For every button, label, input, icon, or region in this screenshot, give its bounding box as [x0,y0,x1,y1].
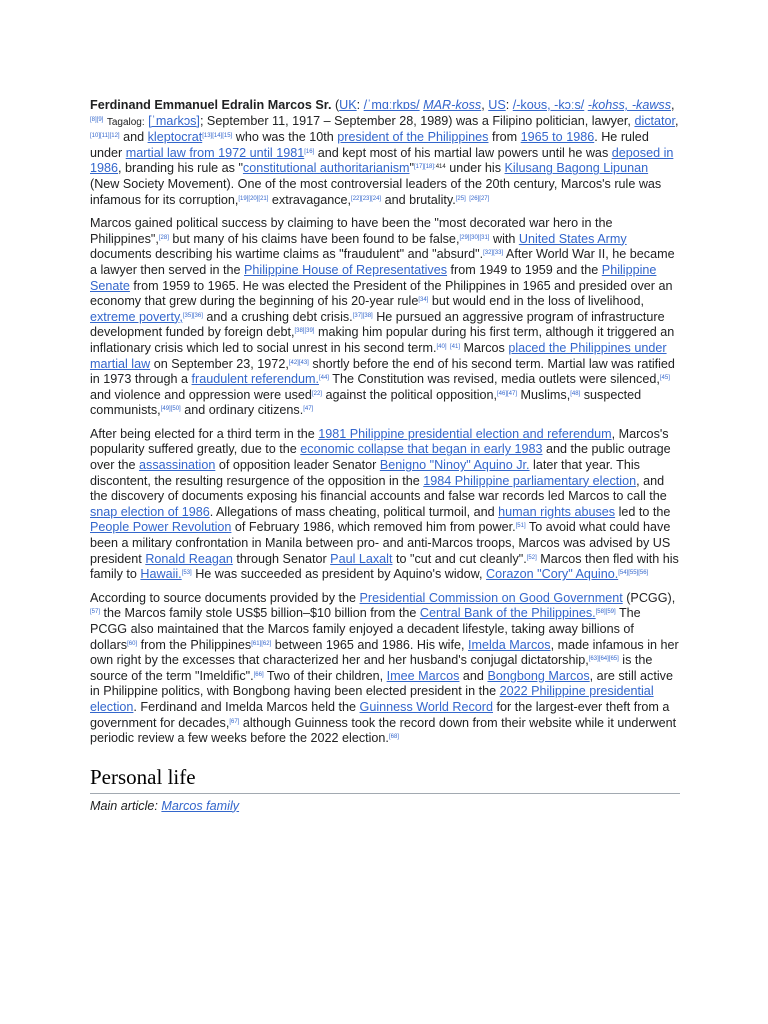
economic-collapse-link[interactable]: economic collapse that began in early 1983 [300,442,543,457]
tagalog-label: Tagalog: [106,116,145,128]
ronald-reagan-link[interactable]: Ronald Reagan [145,551,233,566]
cory-aquino-link[interactable]: Corazon "Cory" Aquino. [486,567,619,582]
reference-link[interactable]: [22][23][24] [351,195,382,202]
subject-name: Ferdinand Emmanuel Edralin Marcos Sr. [90,98,332,112]
guinness-world-record-link[interactable]: Guinness World Record [359,699,494,714]
reference-link[interactable]: [8][9] [90,116,104,123]
uk-pronunciation-link[interactable]: UK [339,98,357,112]
bongbong-marcos-link[interactable]: Bongbong Marcos [487,668,590,683]
reference-link[interactable]: [13][14][15] [202,133,233,140]
downfall-paragraph: After being elected for a third term in the 1981 Philippine presidential election and referendum, Marcos's popularity suffered greatly, due to the economic collapse that began in early 1983 and the public outrage over the assassination of opposition leader Senator Benigno "Ninoy" Aquino Jr. later that year. This discontent, the resulting resurgence of the opposition in the 1984 Philippine parliamentary election, and the discovery of documents exposing his financial accounts and false war records led Marcos to call the snap election of 1986. Allegations of mass cheating, political turmoil, and human rights abuses led to the People Power Revolution of February 1986, which removed him from power.[51] To avoid what could have been a military confrontation in Manila between pro- and anti-Marcos troops, Marcos was advised by US president Ronald Reagan through Senator Paul Laxalt to "cut and cut cleanly".[52] Marcos then fled with his family to Hawaii.[53] He was succeeded as president by Aquino's widow, Corazon "Cory" Aquino.[54][55][56] [90,426,679,582]
dictator-link[interactable]: dictator [634,113,676,128]
reference-link[interactable]: [34] [418,297,429,304]
human-rights-abuses-link[interactable]: human rights abuses [498,504,616,519]
term-link[interactable]: 1965 to 1986 [520,130,595,145]
hawaii-link[interactable]: Hawaii. [140,567,182,582]
reference-link[interactable]: [68] [388,734,399,741]
reference-link[interactable]: [60] [127,640,138,647]
reference-link[interactable]: [63][64][65] [588,656,619,663]
kilusang-bagong-lipunan-link[interactable]: Kilusang Bagong Lipunan [504,161,649,176]
us-respelling-link[interactable]: -kohss, -kawss [587,98,672,112]
reference-link[interactable]: [40] [436,343,447,350]
pcgg-link[interactable]: Presidential Commission on Good Government [359,590,623,605]
reference-link[interactable]: [67] [229,718,240,725]
us-army-link[interactable]: United States Army [518,231,627,246]
hatnote-label: Main article: [90,798,158,813]
marcos-family-link[interactable]: Marcos family [161,798,240,813]
reference-link[interactable]: [29][30][31] [459,234,490,241]
reference-link[interactable]: [51] [515,523,526,530]
president-of-philippines-link[interactable]: president of the Philippines [337,130,489,145]
section-heading: Personal life [90,763,680,794]
reference-link[interactable]: [54][55][56] [618,570,649,577]
wealth-paragraph: According to source documents provided by the Presidential Commission on Good Government (PCGG),[57] the Marcos family stole US$5 billion–$10 billion from the Central Bank of the Philippines.[58][59] The PCGG also maintained that the Marcos family enjoyed a decadent lifestyle, taking away billions of dollars[60] from the Philippines[61][62] between 1965 and 1986. His wife, Imelda Marcos, made infamous in her own right by the excesses that characterized her and her husband's conjugal dictatorship,[63][64][65] is the source of the term "Imeldific".[66] Two of their children, Imee Marcos and Bongbong Marcos, are still active in Philippine politics, with Bongbong having been elected president in the 2022 Philippine presidential election. Ferdinand and Imelda Marcos held the Guinness World Record for the largest-ever theft from a government for decades,[67] although Guinness took the record down from their website while it underwent periodic review a few weeks before the 2022 election.[68] [90,590,679,746]
reference-link[interactable]: [37][38] [352,312,373,319]
martial-law-link[interactable]: martial law from 1972 until 1981 [125,145,305,160]
reference-link[interactable]: [41] [450,343,461,350]
reference-link[interactable]: [38][39] [294,328,315,335]
reference-link[interactable]: [49][50] [160,406,181,413]
reference-link[interactable]: [57] [90,609,101,616]
us-ipa-link[interactable]: /-koʊs, -kɔːs/ [512,98,585,112]
reference-link[interactable]: [32][33] [483,250,504,257]
imee-marcos-link[interactable]: Imee Marcos [386,668,460,683]
imelda-marcos-link[interactable]: Imelda Marcos [468,637,551,652]
tagalog-ipa-link[interactable]: [ˈmaɾkɔs] [148,113,200,128]
martial-law-declaration-link[interactable]: placed the Philippines under martial law [90,340,667,371]
election-1984-link[interactable]: 1984 Philippine parliamentary election [423,473,637,488]
paul-laxalt-link[interactable]: Paul Laxalt [330,551,393,566]
election-2022-link[interactable]: 2022 Philippine presidential election [90,684,654,714]
house-of-representatives-link[interactable]: Philippine House of Representatives [244,262,448,277]
reference-link[interactable]: [35][36] [182,312,203,319]
reference-link[interactable]: [26][27] [469,195,490,202]
people-power-revolution-link[interactable]: People Power Revolution [90,520,232,535]
snap-election-link[interactable]: snap election of 1986 [90,504,210,519]
intro-paragraph: Ferdinand Emmanuel Edralin Marcos Sr. (UK: /ˈmɑːrkɒs/ MAR-koss, US: /-koʊs, -kɔːs/ -kohss, -kawss,[8][9] Tagalog: [ˈmaɾkɔs]; September 11, 1917 – September 28, 1989) was a Filipino politician, lawyer, dictator,[10][11][12] and kleptocrat[13][14][15] who was the 10th president of the Philippines from 1965 to 1986. He ruled under martial law from 1972 until 1981[16] and kept most of his martial law powers until he was deposed in 1986, branding his rule as "constitutional authoritarianism"$^{[17][18]:414}$ under his Kilusang Bagong Lipunan (New Society Movement). One of the most controversial leaders of the 20th century, Marcos's rule was infamous for its corruption,[19][20][21] extravagance,[22][23][24] and brutality.[25] [26][27] [90,98,679,207]
extreme-poverty-link[interactable]: extreme poverty, [90,309,183,324]
reference-link[interactable]: [47] [303,406,314,413]
reference-link[interactable]: [45] [659,375,670,382]
reference-link[interactable]: [19][20][21] [238,195,269,202]
reference-link[interactable]: [52] [526,554,537,561]
reference-link[interactable]: [61][62] [251,640,272,647]
reference-link[interactable]: [66] [253,671,264,678]
reference-link[interactable]: [42][43] [288,359,309,366]
assassination-link[interactable]: assassination [139,458,216,473]
fraudulent-referendum-link[interactable]: fraudulent referendum. [191,372,319,387]
reference-link[interactable]: [44] [318,375,329,382]
reference-link[interactable]: [10][11][12] [90,133,120,140]
hatnote [90,799,680,815]
uk-respelling-link[interactable]: MAR-koss [423,98,482,112]
deposed-link[interactable]: deposed in 1986 [90,145,674,176]
reference-link[interactable]: [25] [455,195,466,202]
uk-ipa-link[interactable]: /ˈmɑːrkɒs/ [363,98,420,112]
career-paragraph: Marcos gained political success by claiming to have been the "most decorated war hero in the Philippines",[28] but many of his claims have been found to be false,[29][30][31] with United States Army documents describing his wartime claims as "fraudulent" and "absurd".[32][33] After World War II, he became a lawyer then served in the Philippine House of Representatives from 1949 to 1959 and the Philippine Senate from 1959 to 1965. He was elected the President of the Philippines in 1965 and presided over an economy that grew during the beginning of his 20-year rule[34] but would end in the loss of livelihood, extreme poverty,[35][36] and a crushing debt crisis.[37][38] He pursued an aggressive program of infrastructure development funded by foreign debt,[38][39] making him popular during his first term, although it triggered an inflationary crisis which led to social unrest in his second term.[40] [41] Marcos placed the Philippines under martial law on September 23, 1972,[42][43] shortly before the end of his second term. Martial law was ratified in 1973 through a fraudulent referendum.[44] The Constitution was revised, media outlets were silenced,[45] and violence and oppression were used[22] against the political opposition,[46][47] Muslims,[48] suspected communists,[49][50] and ordinary citizens.[47] [90,216,675,418]
reference-link[interactable]: [53] [181,570,192,577]
ninoy-aquino-link[interactable]: Benigno "Ninoy" Aquino Jr. [379,458,530,473]
election-1981-link[interactable]: 1981 Philippine presidential election and referendum [318,426,612,441]
reference-link[interactable]: [22] [311,390,322,397]
central-bank-link[interactable]: Central Bank of the Philippines. [419,606,596,621]
philippine-senate-link[interactable]: Philippine Senate [90,262,657,293]
article-content [90,98,680,822]
constitutional-authoritarianism-link[interactable]: constitutional authoritarianism [242,161,410,176]
kleptocrat-link[interactable]: kleptocrat [147,130,203,145]
reference-link[interactable]: [46][47] [497,390,518,397]
reference-link[interactable]: [28] [158,234,169,241]
us-pronunciation-link[interactable]: US [488,98,506,112]
reference-link[interactable]: [16] [304,148,315,155]
reference-link[interactable]: [58][59] [595,609,616,616]
reference-link[interactable]: [48] [570,390,581,397]
reference-link[interactable]: [17][18]: [414,164,436,171]
